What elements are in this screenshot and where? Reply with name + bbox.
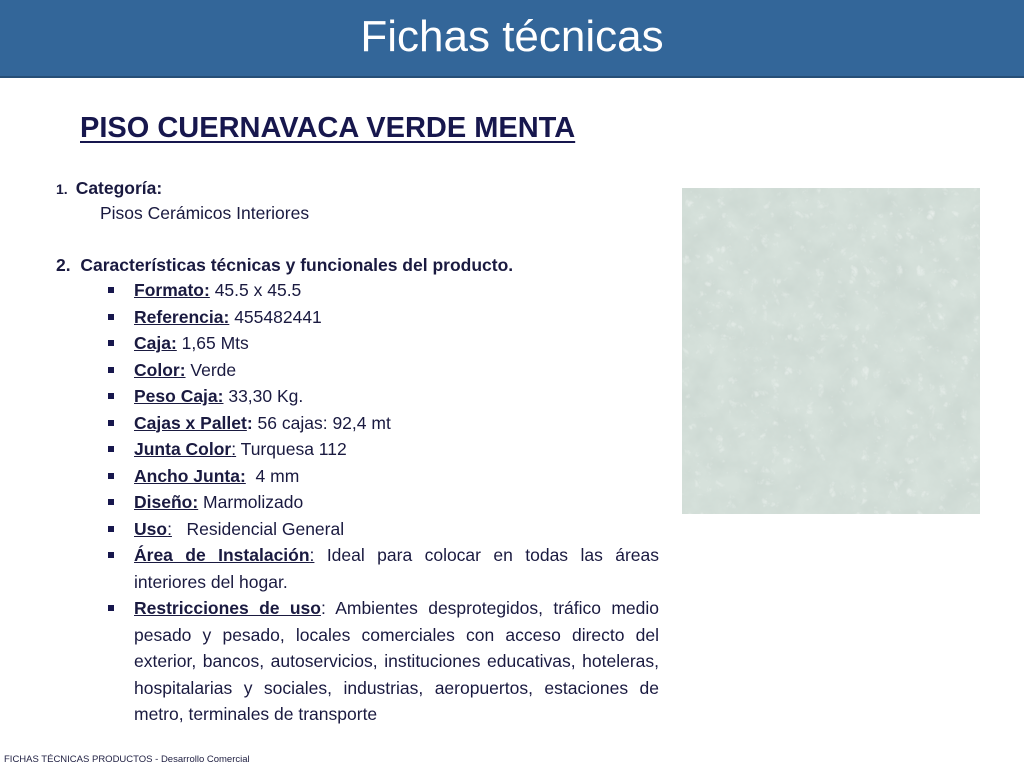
spec-value: Ideal para colocar en todas las áreas interiores del hogar. xyxy=(134,545,659,592)
spec-value: 33,30 Kg. xyxy=(223,386,304,406)
spec-value: 56 cajas: 92,4 mt xyxy=(252,412,391,433)
spec-separator: : xyxy=(309,545,315,565)
spec-diseno xyxy=(106,489,659,516)
product-title: PISO CUERNAVACA VERDE MENTA xyxy=(80,112,576,144)
section-1-number: 1. xyxy=(56,181,68,197)
tile-image xyxy=(682,188,980,514)
spec-junta-color xyxy=(106,436,659,463)
spec-label: Ancho Junta: xyxy=(134,465,246,486)
spec-uso xyxy=(106,516,659,543)
spec-area-instalacion xyxy=(106,542,659,595)
section-2-number: 2. xyxy=(56,255,71,275)
spec-cajas-pallet xyxy=(106,410,659,437)
spec-separator: : xyxy=(246,412,253,433)
spec-value: 1,65 Mts xyxy=(176,333,249,353)
spec-value: 4 mm xyxy=(245,465,300,486)
spec-ancho-junta xyxy=(106,463,659,490)
marble-texture xyxy=(682,188,980,514)
spec-referencia xyxy=(106,304,659,331)
spec-value: 45.5 x 45.5 xyxy=(209,280,302,300)
spec-label: Cajas x Pallet xyxy=(134,412,247,433)
section-2-label: Características técnicas y funcionales del producto. xyxy=(80,255,514,275)
section-1-label: Categoría: xyxy=(75,178,163,198)
spec-value: Residencial General xyxy=(171,518,345,539)
spec-separator: : xyxy=(167,518,172,539)
spec-label: Color: xyxy=(134,359,186,380)
spec-separator: : xyxy=(231,439,237,459)
specs-list xyxy=(106,277,659,728)
spec-value: 455482441 xyxy=(229,306,322,327)
section-1-heading xyxy=(56,175,162,203)
spec-separator: : xyxy=(223,306,230,327)
spec-label: Peso Caja: xyxy=(134,386,224,406)
spec-value: Ambientes desprotegidos, tráfico medio pesado y pesado, locales comerciales con acceso directo del exterior, bancos, autoservicios, instituciones educativas, hoteleras, hospitalarias y sociales, industrias, aeropuertos, estaciones de metro, terminales de transporte xyxy=(134,598,659,724)
spec-separator: : xyxy=(320,598,326,618)
spec-label: Uso xyxy=(134,518,168,539)
spec-label: Referencia xyxy=(134,306,224,327)
spec-label: Área de Instalación xyxy=(134,545,310,565)
footer-text: FICHAS TÉCNICAS PRODUCTOS - Desarrollo Comercial xyxy=(4,754,250,765)
spec-separator: : xyxy=(170,333,177,353)
spec-peso-caja xyxy=(106,383,659,410)
spec-value: Turquesa 112 xyxy=(236,439,347,459)
spec-formato xyxy=(106,277,659,304)
spec-value: Marmolizado xyxy=(198,492,304,512)
header-bar xyxy=(0,0,1024,78)
spec-restricciones xyxy=(106,595,659,728)
spec-color xyxy=(106,357,659,384)
category-value: Pisos Cerámicos Interiores xyxy=(100,203,310,223)
page-title: Fichas técnicas xyxy=(360,12,664,61)
section-2-heading xyxy=(56,252,513,279)
spec-label: Caja xyxy=(134,333,171,353)
spec-caja xyxy=(106,330,659,357)
spec-label: Junta Color xyxy=(134,439,232,459)
spec-label: Restricciones de uso xyxy=(134,598,321,618)
spec-label: Diseño: xyxy=(134,492,199,512)
spec-value: Verde xyxy=(185,359,237,380)
spec-label: Formato: xyxy=(134,280,210,300)
